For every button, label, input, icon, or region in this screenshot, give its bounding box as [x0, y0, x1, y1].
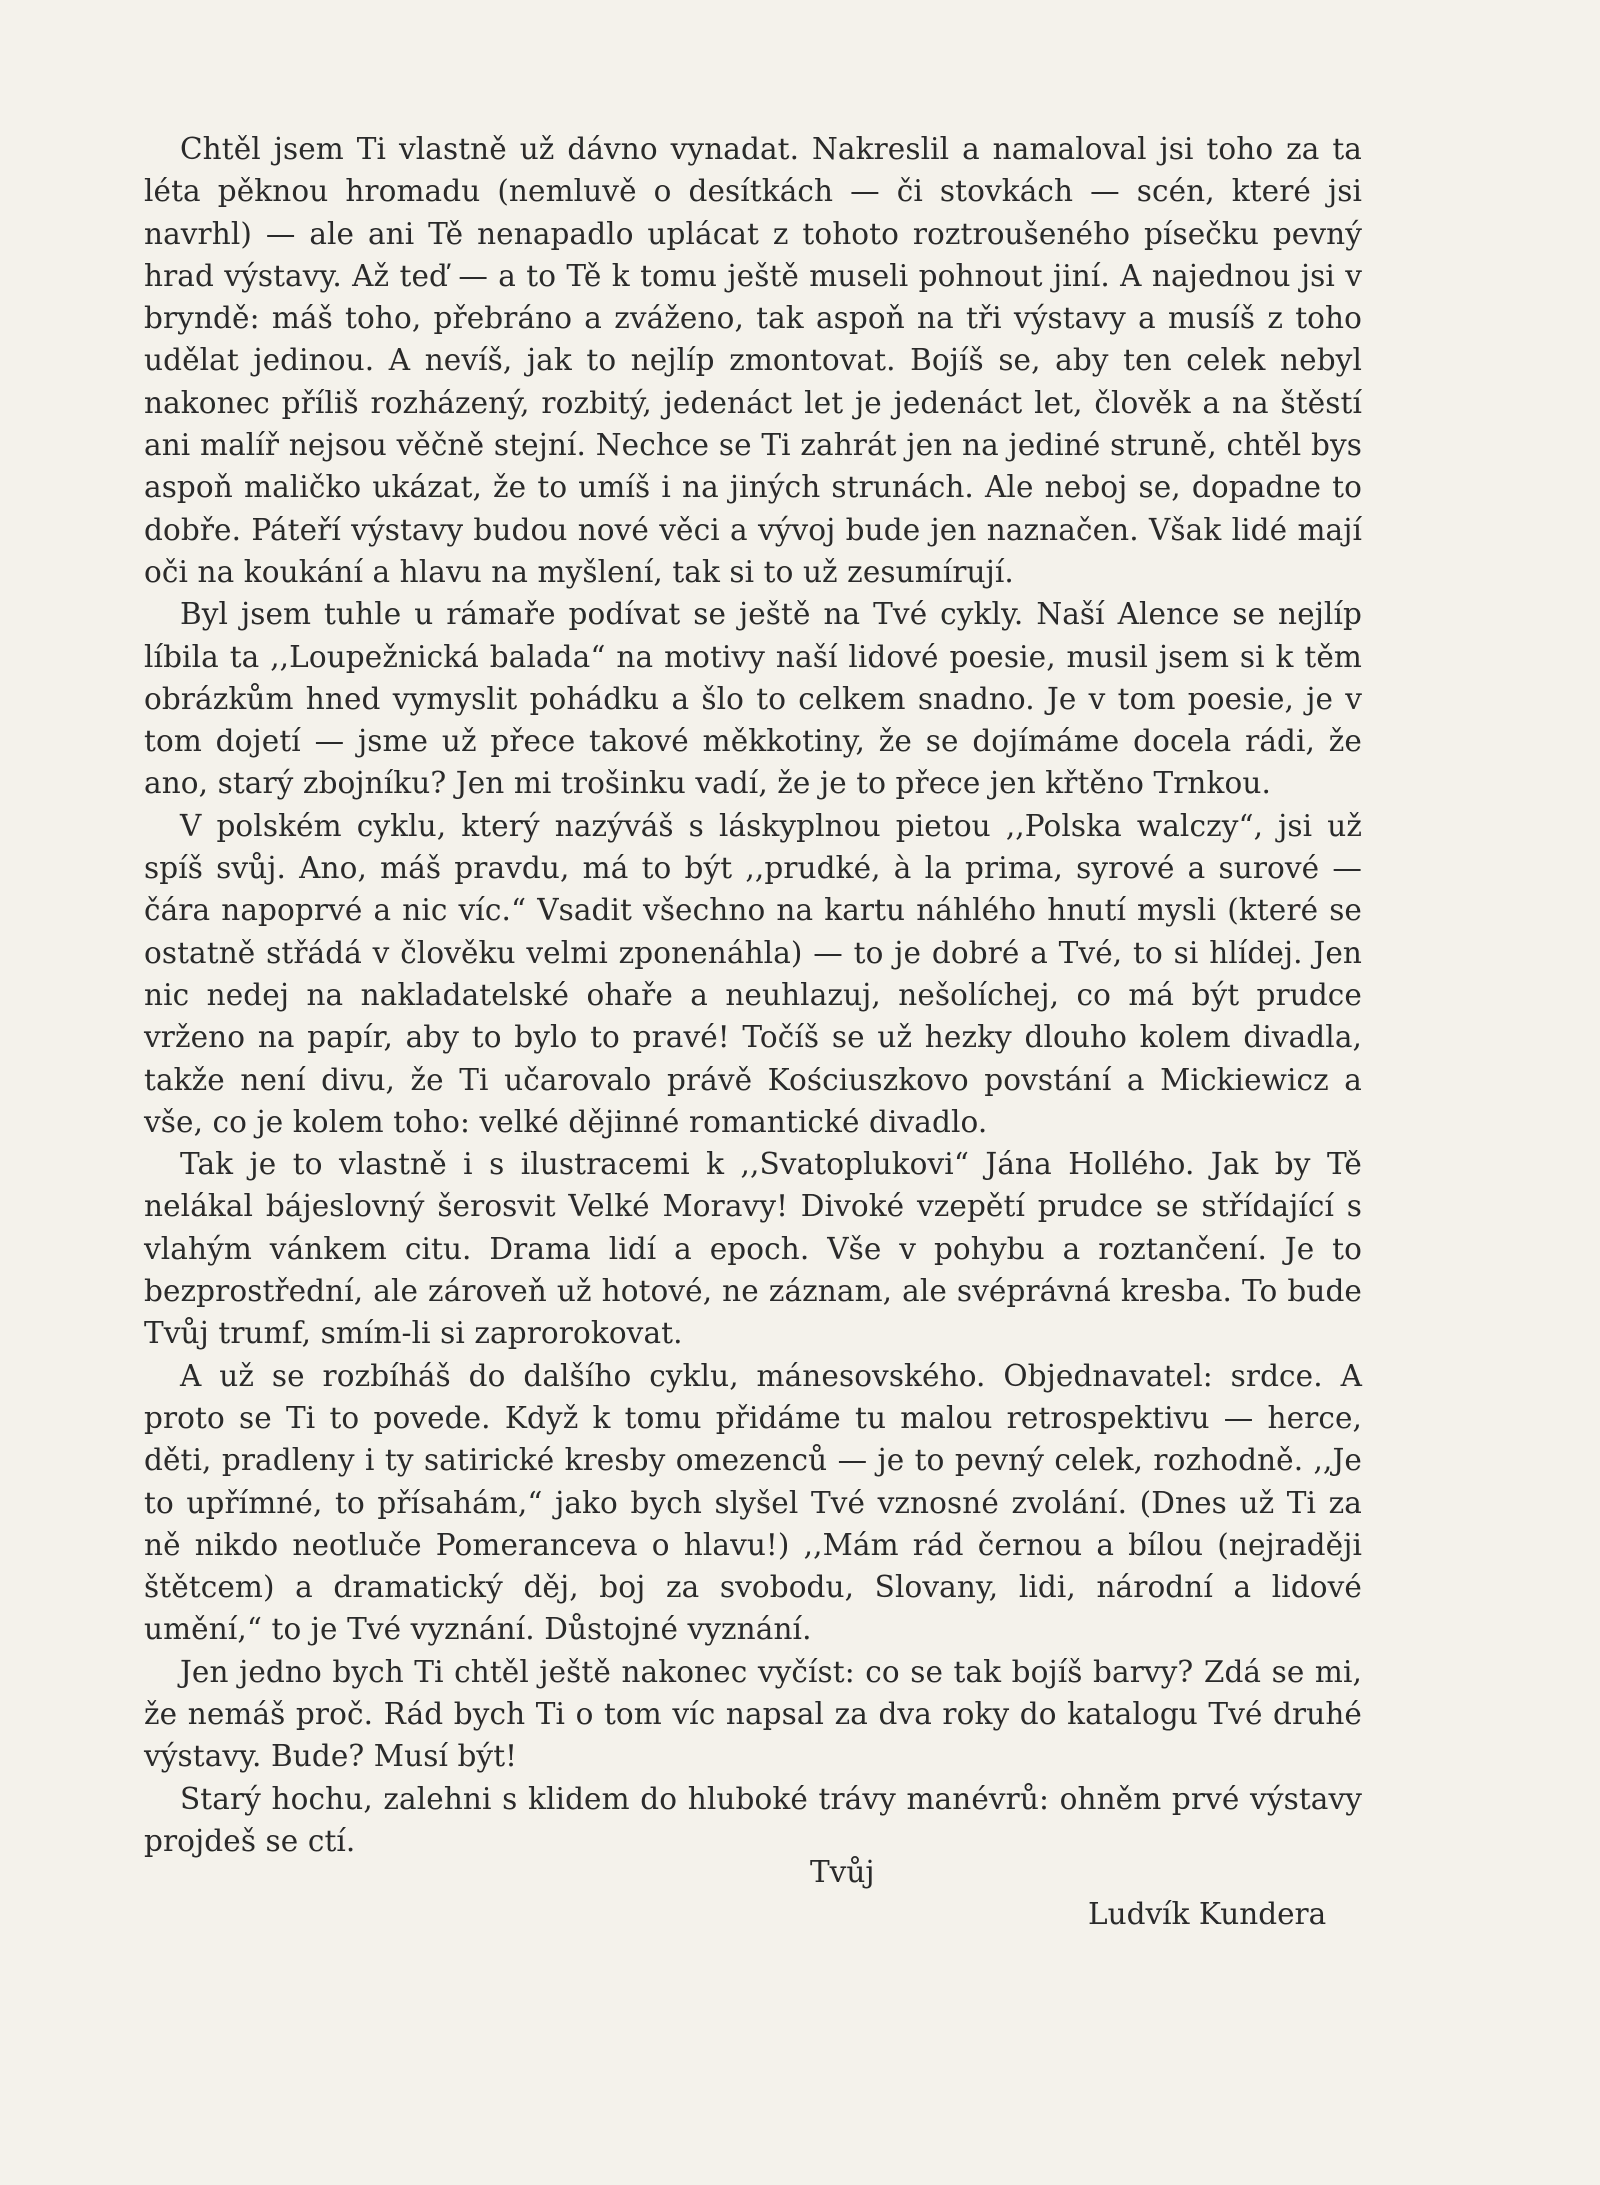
paragraph-2: Byl jsem tuhle u rámaře podívat se ještě na Tvé cykly. Naší Alence se nejlíp líbila ta ,,Loupežnická balada“ na motivy naší lidové poesie, musil jsem si k těm obrázkům hned vymyslit pohádku a šlo to celkem snadno. Je v tom poesie, je v tom dojetí — jsme už přece takové měkkotiny, že se dojímáme docela rádi, že ano, starý zbojníku? Jen mi trošinku vadí, že je to přece jen křtěno Trnkou.	[144, 597, 1362, 801]
paragraph-6: Jen jedno bych Ti chtěl ještě nakonec vyčíst: co se tak bojíš barvy? Zdá se mi, že nemáš proč. Rád bych Ti o tom víc napsal za dva roky do katalogu Tvé druhé výstavy. Bude? Musí být!	[144, 1654, 1362, 1774]
paragraph-4: Tak je to vlastně i s ilustracemi k ,,Svatoplukovi“ Jána Hollého. Jak by Tě nelákal bájeslovný šerosvit Velké Moravy! Divoké vzepětí prudce se střídající s vlahým vánkem citu. Drama lidí a epoch. Vše v pohybu a roztančení. Je to bezprostřední, ale zároveň už hotové, ne záznam, ale svéprávná kresba. To bude Tvůj trumf, smím-li si zaprorokovat.	[144, 1147, 1362, 1351]
paragraph-1: Chtěl jsem Ti vlastně už dávno vynadat. Nakreslil a namaloval jsi toho za ta léta pěknou hromadu (nemluvě o desítkách — či stovkách — scén, které jsi navrhl) — ale ani Tě nenapadlo uplácat z tohoto roztroušeného písečku pevný hrad výstavy. Až teď — a to Tě k tomu ještě museli pohnout jiní. A najednou jsi v bryndě: máš toho, přebráno a zváženo, tak aspoň na tři výstavy a musíš z toho udělat jedinou. A nevíš, jak to nejlíp zmontovat. Bojíš se, aby ten celek nebyl nakonec příliš rozházený, rozbitý, jedenáct let je jedenáct let, člověk a na štěstí ani malíř nejsou věčně stejní. Nechce se Ti zahrát jen na jediné struně, chtěl bys aspoň maličko ukázat, že to umíš i na jiných strunách. Ale neboj se, dopadne to dobře. Páteří výstavy budou nové věci a vývoj bude jen naznačen. Však lidé mají oči na koukání a hlavu na myšlení, tak si to už zesumírují.	[144, 132, 1362, 589]
closing-word: Tvůj	[810, 1855, 875, 1889]
paragraph-3: V polském cyklu, který nazýváš s láskyplnou pietou ,,Polska walczy“, jsi už spíš svůj. Ano, máš pravdu, má to být ,,prudké, à la prima, syrové a surové — čára napoprvé a nic víc.“ Vsadit všechno na kartu náhlého hnutí mysli (které se ostatně střádá v člověku velmi zponenáhla) — to je dobré a Tvé, to si hlídej. Jen nic nedej na nakladatelské ohaře a neuhlazuj, nešolíchej, co má být prudce vrženo na papír, aby to bylo to pravé! Točíš se už hezky dlouho kolem divadla, takže není divu, že Ti učarovalo právě Kościuszkovo povstání a Mickiewicz a vše, co je kolem toho: velké dějinné romantické divadlo.	[144, 808, 1362, 1139]
paragraph-7: Starý hochu, zalehni s klidem do hluboké trávy manévrů: ohněm prvé výstavy projdeš se ctí.	[144, 1781, 1362, 1858]
letter-body	[144, 128, 1362, 1862]
signature: Ludvík Kundera	[1088, 1897, 1327, 1931]
paragraph-5: A už se rozbíháš do dalšího cyklu, mánesovského. Objednavatel: srdce. A proto se Ti to povede. Když k tomu přidáme tu malou retrospektivu — herce, děti, pradleny i ty satirické kresby omezenců — je to pevný celek, rozhodně. ,,Je to upřímné, to přísahám,“ jako bych slyšel Tvé vznosné zvolání. (Dnes už Ti za ně nikdo neotluče Pomeranceva o hlavu!) ,,Mám rád černou a bílou (nejraději štětcem) a dramatický děj, boj za svobodu, Slovany, lidi, národní a lidové umění,“ to je Tvé vyznání. Důstojné vyznání.	[144, 1358, 1362, 1647]
